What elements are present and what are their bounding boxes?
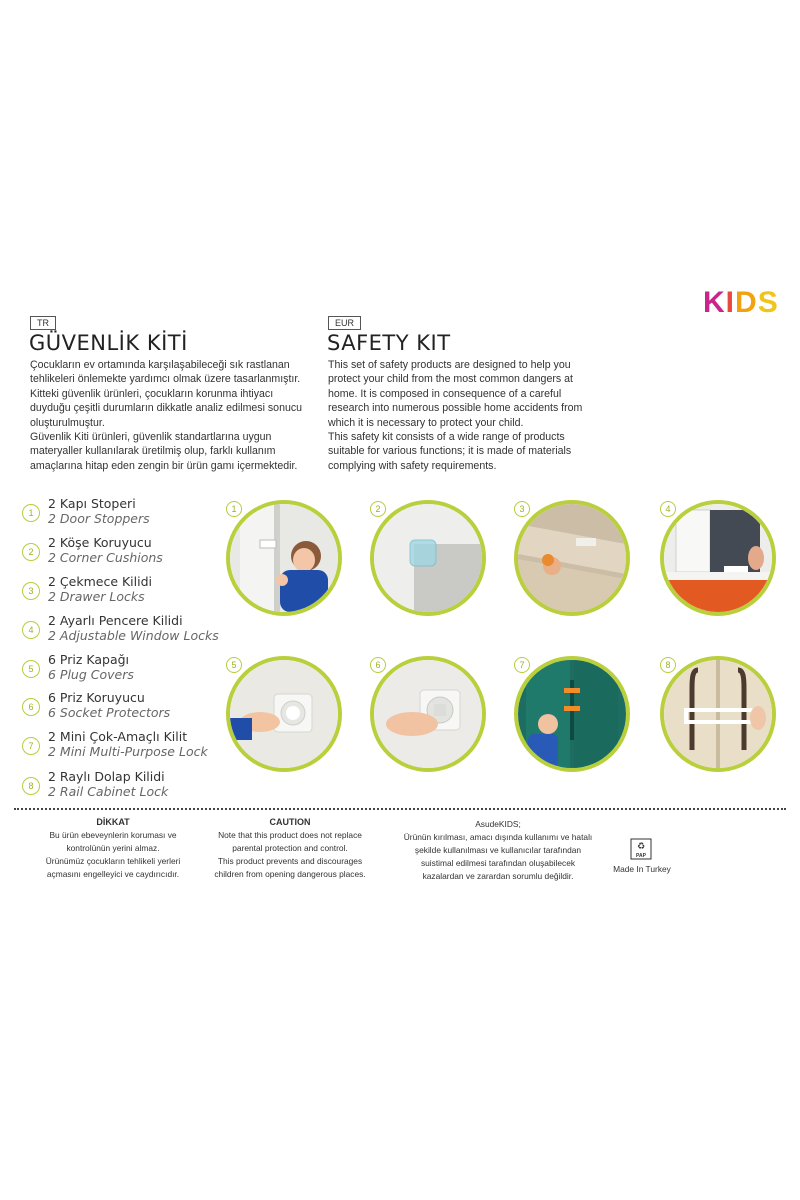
product-item [22,533,222,569]
tr-line: materyaller kullanılarak üretilmiş olup, farklı kullanım [30,445,276,458]
tr-title: GÜVENLİK KİTİ [29,331,188,355]
product-number-badge: 2 [22,543,40,561]
brand-logo [703,286,793,326]
product-number-badge: 3 [22,582,40,600]
photo-number-badge: 1 [226,501,242,517]
en-line: This set of safety products are designed to help you [328,359,571,371]
product-name-en: 2 Corner Cushions [48,550,163,565]
product-item [22,727,222,763]
dikkat-line: Ürünümüz çocukların tehlikeli yerleri [45,856,181,866]
product-item [22,494,222,530]
photo-corner-cushion [370,500,486,616]
photo-number-badge: 8 [660,657,676,673]
recycling-icon [630,838,652,860]
photo-number-badge: 2 [370,501,386,517]
photo-door-stopper [226,500,342,616]
product-name-tr: 6 Priz Koruyucu [48,690,145,705]
dikkat-line: Bu ürün ebeveynlerin koruması ve [49,830,177,840]
product-name-en: 2 Mini Multi-Purpose Lock [48,744,208,759]
product-item [22,767,222,803]
product-name-tr: 6 Priz Kapağı [48,652,130,667]
product-number-badge: 4 [22,621,40,639]
product-item [22,688,222,724]
product-name-en: 2 Rail Cabinet Lock [48,784,169,799]
section-divider [14,808,786,810]
product-name-tr: 2 Mini Çok-Amaçlı Kilit [48,729,188,744]
en-line: complying with safety requirements. [328,459,497,472]
logo-letter-d: D [735,286,758,319]
caution-line: parental protection and control. [232,843,348,853]
photo-socket-protector [370,656,486,772]
eur-tag: EUR [328,316,361,330]
en-line: suitable for various functions; it is made of materials [328,445,572,458]
product-item [22,572,222,608]
en-title: SAFETY KIT [327,331,451,355]
product-name-en: 2 Adjustable Window Locks [48,628,219,643]
logo-letter-s: S [757,286,779,319]
en-line: which it is necessary to protect your child. [328,416,524,429]
product-number-badge: 1 [22,504,40,522]
product-name-tr: 2 Köşe Koruyucu [48,535,152,550]
pap-label: PAP [636,853,646,859]
logo-letter-i: I [725,286,736,319]
tr-tag: TR [30,316,56,330]
tr-line: oluşturulmuştur. [30,416,105,429]
product-number-badge: 6 [22,698,40,716]
product-name-en: 6 Socket Protectors [48,705,171,720]
product-name-tr: 2 Ayarlı Pencere Kilidi [48,613,183,628]
made-in-label: Made In Turkey [613,864,671,874]
product-name-tr: 2 Kapı Stoperi [48,496,136,511]
en-line: This safety kit consists of a wide range of products [328,431,565,444]
photo-number-badge: 5 [226,657,242,673]
photo-number-badge: 3 [514,501,530,517]
caution-line: children from opening dangerous places. [214,869,366,879]
caution-line: Note that this product does not replace [218,830,362,840]
logo-letter-k: K [703,286,726,319]
tr-description [30,358,320,473]
dikkat-line: açmasını engelleyici ve caydırıcıdır. [46,869,180,879]
product-name-en: 2 Drawer Locks [48,589,145,604]
product-number-badge: 5 [22,660,40,678]
tr-line: duyduğu çeşitli durumların dikkatle analiz edilmesi sonucu [30,402,303,415]
asude-line: şekilde kullanılması ve kullanıcılar tarafından [414,845,582,855]
photo-multi-purpose-lock [514,656,630,772]
tr-line: tehlikeleri önlemekte yardımcı olmak üzere tasarlanmıştır. [30,373,301,386]
photo-drawer-lock [514,500,630,616]
photo-plug-cover [226,656,342,772]
en-line: protect your child from the most common dangers at [328,373,573,386]
tr-line: Çocukların ev ortamında karşılaşabileceği sık rastlanan [30,359,290,371]
photo-window-lock [660,500,776,616]
photo-number-badge: 4 [660,501,676,517]
product-name-tr: 2 Çekmece Kilidi [48,574,153,589]
product-item [22,650,222,686]
asude-line: kazalardan ve zarardan sorumlu değildir. [422,871,574,881]
tr-line: Güvenlik Kiti ürünleri, güvenlik standartlarına uygun [30,431,272,444]
caution-heading: CAUTION [269,817,311,827]
caution-line: This product prevents and discourages [217,856,363,866]
asude-line: suistimal edilmesi tarafından oluşabilecek [420,858,576,868]
photo-number-badge: 7 [514,657,530,673]
product-name-en: 2 Door Stoppers [48,511,150,526]
photo-rail-cabinet-lock [660,656,776,772]
en-description [328,358,618,473]
dikkat-notice [28,816,198,881]
en-line: research into numerous possible home accidents from [328,402,583,415]
tr-line: Kitteki güvenlik ürünleri, çocukların korunma ihtiyacı [30,387,274,400]
product-number-badge: 7 [22,737,40,755]
en-line: home. It is composed in consequence of a careful [328,387,562,400]
svg-text:♻: ♻ [636,842,646,852]
dikkat-line: kontrolünün yerini almaz. [66,843,160,853]
dikkat-heading: DİKKAT [96,817,130,827]
photo-number-badge: 6 [370,657,386,673]
product-item [22,611,222,647]
asude-notice [398,818,598,883]
asude-heading: AsudeKIDS; [475,819,521,829]
tr-line: amaçlarına hitap eden zengin bir ürün gamı içermektedir. [30,459,298,472]
product-name-en: 6 Plug Covers [48,667,134,682]
caution-notice [200,816,380,881]
product-number-badge: 8 [22,777,40,795]
product-name-tr: 2 Raylı Dolap Kilidi [48,769,165,784]
asude-line: Ürünün kırılması, amacı dışında kullanımı ve hatalı [403,832,593,842]
